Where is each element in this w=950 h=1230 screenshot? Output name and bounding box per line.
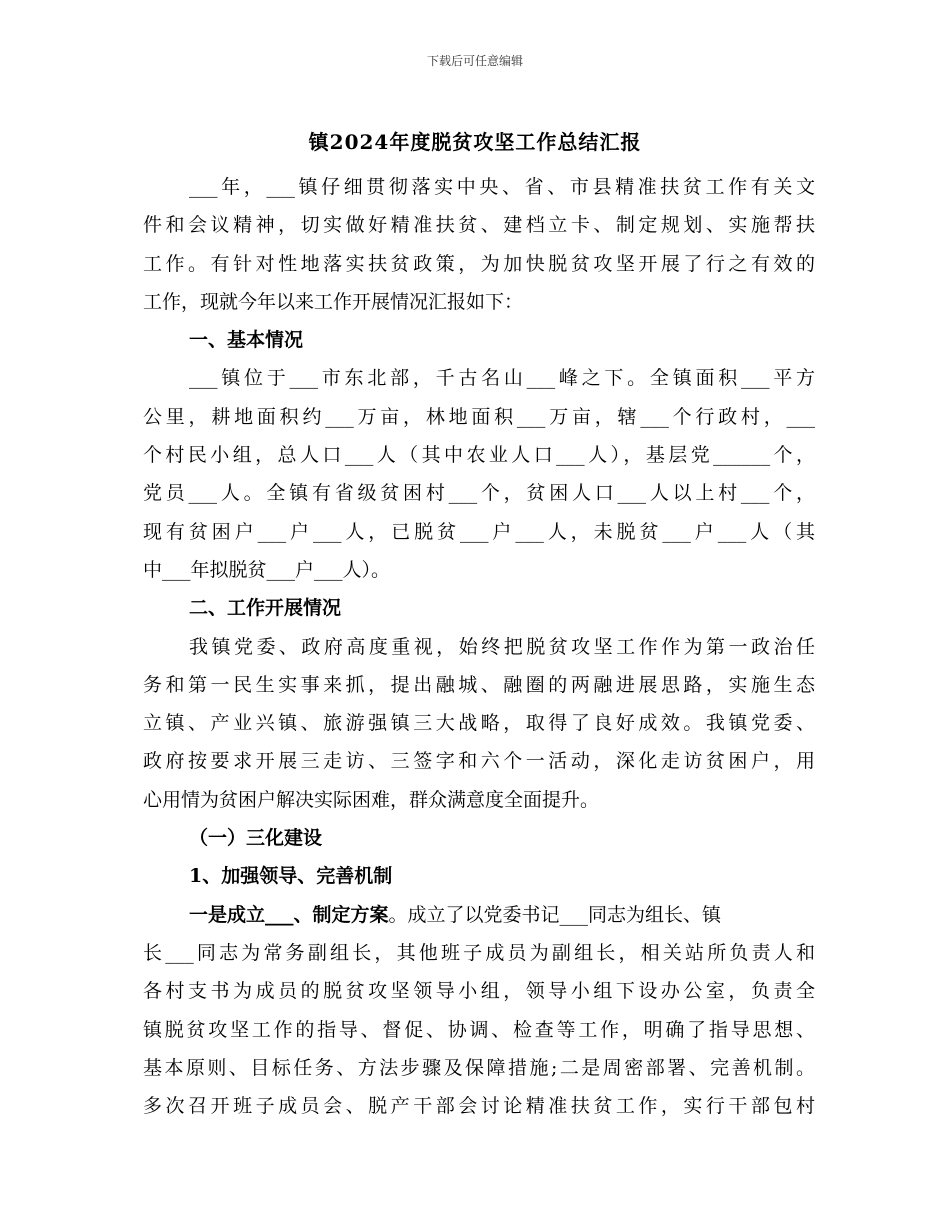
- paragraph-line: ___镇位于___市东北部，千古名山___峰之下。全镇面积___平方: [189, 367, 815, 390]
- paragraph-line: 工作，现就今年以来工作开展情况汇报如下：: [143, 290, 524, 313]
- bold-lead-phrase: 一是成立___、制定方案: [189, 903, 389, 926]
- paragraph-line: ___年，___镇仔细贯彻落实中央、省、市县精准扶贫工作有关文: [189, 176, 815, 198]
- paragraph-line: 件和会议精神，切实做好精准扶贫、建档立卡、制定规划、实施帮扶: [143, 214, 815, 237]
- sub-subsection-heading: 1、加强领导、完善机制: [189, 865, 393, 888]
- line-rest: 。成立了以党委书记___同志为组长、镇: [388, 903, 722, 926]
- paragraph-line: 政府按要求开展三走访、三签字和六个一活动，深化走访贫困户，用: [143, 750, 815, 773]
- paragraph-line: 心用情为贫困户解决实际困难，群众满意度全面提升。: [143, 788, 600, 811]
- paragraph-line: 中___年拟脱贫___户___人）。: [143, 558, 391, 581]
- subsection-heading: （一）三化建设: [189, 827, 323, 850]
- section-heading-work: 二、工作开展情况: [189, 597, 342, 620]
- paragraph-line: 镇脱贫攻坚工作的指导、督促、协调、检查等工作，明确了指导思想、: [143, 1018, 815, 1041]
- paragraph-line: 长___同志为常务副组长，其他班子成员为副组长，相关站所负责人和: [143, 941, 815, 964]
- paragraph-line: 各村支书为成员的脱贫攻坚领导小组，领导小组下设办公室，负责全: [143, 980, 815, 1003]
- section-heading-basic: 一、基本情况: [189, 329, 304, 352]
- paragraph-line: 现有贫困户___户___人，已脱贫___户___人，未脱贫___户___人（其: [143, 520, 815, 543]
- paragraph-line: 我镇党委、政府高度重视，始终把脱贫攻坚工作作为第一政治任: [189, 635, 815, 658]
- paragraph-line: 党员___人。全镇有省级贫困村___个，贫困人口___人以上村___个，: [143, 482, 815, 505]
- document-title: 镇2024年度脱贫攻坚工作总结汇报: [308, 130, 642, 154]
- paragraph-line: 个村民小组，总人口___人（其中农业人口___人），基层党______个，: [143, 444, 815, 467]
- paragraph-line: [143, 896, 815, 934]
- paragraph-line: 多次召开班子成员会、脱产干部会讨论精准扶贫工作，实行干部包村: [143, 1095, 815, 1118]
- paragraph-line: 公里，耕地面积约___万亩，林地面积___万亩，辖___个行政村，___: [143, 405, 815, 428]
- document-body: [143, 168, 815, 1125]
- page-header: 下载后可任意编辑: [426, 54, 523, 68]
- paragraph-line: 立镇、产业兴镇、旅游强镇三大战略，取得了良好成效。我镇党委、: [143, 712, 815, 735]
- paragraph-line: 基本原则、目标任务、方法步骤及保障措施;二是周密部署、完善机制。: [143, 1056, 815, 1079]
- paragraph-line: 工作。有针对性地落实扶贫政策，为加快脱贫攻坚开展了行之有效的: [143, 252, 815, 275]
- paragraph-line: 务和第一民生实事来抓，提出融城、融圈的两融进展思路，实施生态: [143, 673, 815, 696]
